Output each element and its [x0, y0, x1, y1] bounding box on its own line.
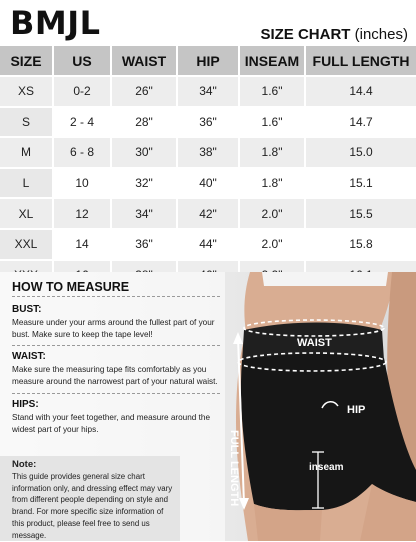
sports-bra [262, 272, 388, 286]
cell-size: L [0, 167, 54, 198]
brand-logo: BMJL [10, 4, 101, 42]
header-hip: HIP [178, 46, 240, 75]
cell-waist: 32" [112, 167, 178, 198]
size-chart-unit: (inches) [354, 26, 408, 43]
size-table [0, 46, 416, 289]
cell-size: S [0, 106, 54, 137]
note-label: Note: [12, 459, 37, 470]
note-section [12, 459, 177, 542]
cell-inseam: 2.0" [240, 228, 306, 259]
bust-text: Measure under your arms around the fullest part of your bust. Make sure to keep the tape level! [12, 318, 215, 339]
full-length-arrow-top-head [233, 332, 243, 344]
cell-full-length: 15.8 [306, 228, 416, 259]
bust-label: BUST: [12, 304, 42, 315]
waist-instructions [12, 351, 222, 388]
cell-waist: 28" [112, 106, 178, 137]
note-text: This guide provides general size chart information only, and dressing effect may vary from different people depending on style and brand. For more specific size information of this product, please feel free to send us message. [12, 471, 173, 540]
table-row [0, 197, 416, 228]
waist-text: Make sure the measuring tape fits comfortably as you measure around the narrowest part of your natural waist. [12, 365, 218, 386]
cell-us: 0-2 [54, 75, 112, 106]
cell-hip: 40" [178, 167, 240, 198]
table-row [0, 228, 416, 259]
size-chart-title-main: SIZE CHART [260, 26, 351, 43]
cell-us: 10 [54, 167, 112, 198]
cell-full-length: 15.1 [306, 167, 416, 198]
waist-divider [12, 393, 220, 394]
heading-divider [12, 296, 220, 297]
table-row [0, 167, 416, 198]
cell-us: 6 - 8 [54, 136, 112, 167]
hips-instructions [12, 399, 222, 436]
how-to-measure-heading: HOW TO MEASURE [12, 280, 130, 294]
size-table-header-row [0, 46, 416, 75]
cell-us: 2 - 4 [54, 106, 112, 137]
cell-hip: 44" [178, 228, 240, 259]
inseam-photo-label: inseam [309, 462, 344, 473]
cell-size: XL [0, 197, 54, 228]
cell-hip: 38" [178, 136, 240, 167]
cell-us: 12 [54, 197, 112, 228]
header-inseam: INSEAM [240, 46, 306, 75]
cell-full-length: 14.7 [306, 106, 416, 137]
cell-size: XS [0, 75, 54, 106]
size-chart-title [260, 26, 408, 43]
cell-hip: 42" [178, 197, 240, 228]
cell-inseam: 1.6" [240, 106, 306, 137]
hips-label: HIPS: [12, 399, 39, 410]
table-row [0, 106, 416, 137]
header-size: SIZE [0, 46, 54, 75]
table-row [0, 136, 416, 167]
header-full-length: FULL LENGTH [306, 46, 416, 75]
cell-waist: 36" [112, 228, 178, 259]
cell-inseam: 1.8" [240, 136, 306, 167]
cell-inseam: 1.8" [240, 167, 306, 198]
table-row [0, 75, 416, 106]
cell-full-length: 15.0 [306, 136, 416, 167]
hips-text: Stand with your feet together, and measure around the widest part of your hips. [12, 413, 210, 434]
cell-waist: 34" [112, 197, 178, 228]
cell-inseam: 2.0" [240, 197, 306, 228]
cell-hip: 34" [178, 75, 240, 106]
cell-size: XXL [0, 228, 54, 259]
cell-waist: 30" [112, 136, 178, 167]
header-us: US [54, 46, 112, 75]
header-waist: WAIST [112, 46, 178, 75]
cell-full-length: 14.4 [306, 75, 416, 106]
cell-inseam: 1.6" [240, 75, 306, 106]
hip-photo-label: HIP [347, 404, 366, 416]
cell-us: 14 [54, 228, 112, 259]
bust-divider [12, 345, 220, 346]
cell-size: M [0, 136, 54, 167]
cell-full-length: 15.5 [306, 197, 416, 228]
waist-photo-label: WAIST [297, 337, 332, 349]
bust-instructions [12, 304, 222, 341]
full-length-photo-label: FULL LENGTH [228, 430, 240, 507]
cell-hip: 36" [178, 106, 240, 137]
waist-label: WAIST: [12, 351, 46, 362]
cell-waist: 26" [112, 75, 178, 106]
